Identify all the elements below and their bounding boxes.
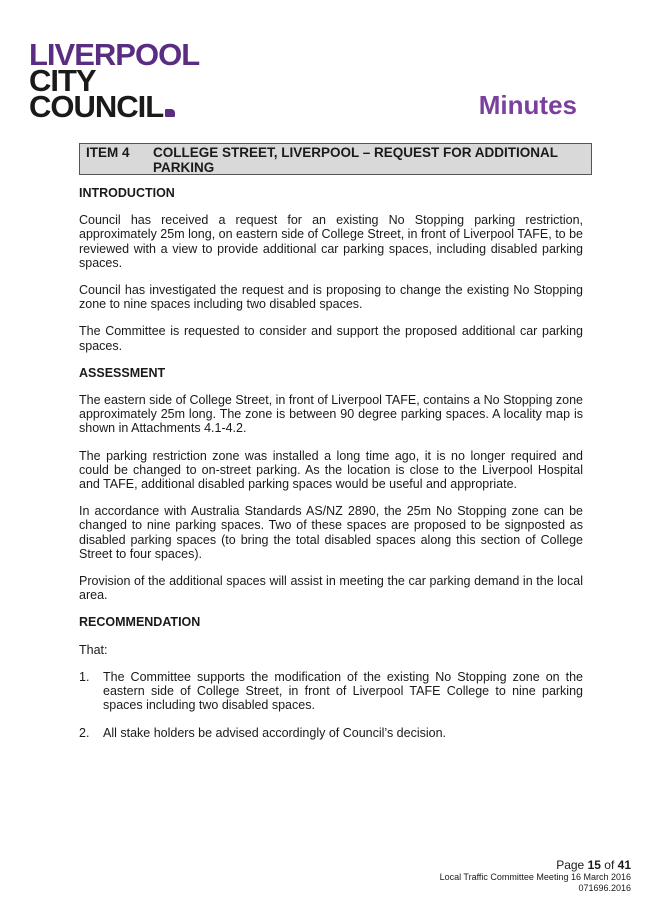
item-number: ITEM 4 <box>86 145 130 160</box>
assessment-paragraph-2: The parking restriction zone was installed a long time ago, it is no longer required and could be changed to on-street parking. As the location is close to the Liverpool Hospital and TAFE, additional disabled parking spaces would be useful and appropriate. <box>79 448 583 492</box>
page-number: 15 <box>587 858 601 872</box>
assessment-paragraph-3: In accordance with Australia Standards AS/NZ 2890, the 25m No Stopping zone can be changed to nine parking spaces. Two of these spaces are proposed to be signposted as disabled parking spaces (to bring the total disabled spaces along this section of College Street to four spaces). <box>79 504 583 561</box>
meeting-name: Local Traffic Committee Meeting 16 March 2016 <box>439 872 631 882</box>
of-word: of <box>604 858 615 872</box>
item-header-box <box>79 143 592 175</box>
logo-council-text: COUNCIL <box>29 89 164 124</box>
logo-line-city: CITY <box>29 63 96 98</box>
recommendation-that: That: <box>79 642 108 657</box>
logo-line-liverpool: LIVERPOOL <box>29 37 200 72</box>
list-item <box>79 670 583 713</box>
assessment-paragraph-4: Provision of the additional spaces will assist in meeting the car parking demand in the local area. <box>79 574 583 603</box>
recommendation-list <box>79 670 583 741</box>
list-item-number: 2. <box>79 726 90 741</box>
assessment-heading: ASSESSMENT <box>79 365 166 380</box>
intro-paragraph-1: Council has received a request for an existing No Stopping parking restriction, approximately 25m long, on eastern side of College Street, in front of Liverpool TAFE, to be reviewed with a view to provide additional car parking spaces, including disabled parking spaces. <box>79 213 583 270</box>
report-body <box>79 186 583 755</box>
page-total: 41 <box>617 858 631 872</box>
intro-paragraph-3: The Committee is requested to consider and support the proposed additional car parking spaces. <box>79 324 583 353</box>
logo-mark-icon <box>165 109 175 117</box>
council-logo <box>29 37 200 124</box>
list-item-text: All stake holders be advised accordingly of Council’s decision. <box>103 726 447 741</box>
document-reference: 071696.2016 <box>578 883 631 893</box>
intro-paragraph-2: Council has investigated the request and is proposing to change the existing No Stopping zone to nine spaces including two disabled spaces. <box>79 283 583 312</box>
list-item <box>79 726 583 740</box>
introduction-heading: INTRODUCTION <box>79 186 175 200</box>
logo-line-council <box>29 89 199 124</box>
list-item-text: The Committee supports the modification of the existing No Stopping zone on the eastern side of College Street, in front of Liverpool TAFE College to nine parking spaces including two disabled spaces. <box>103 669 583 713</box>
assessment-paragraph-1: The eastern side of College Street, in front of Liverpool TAFE, contains a No Stopping zone approximately 25m long. The zone is between 90 degree parking spaces. A locality map is shown in Attachments 4.1-4.2. <box>79 393 583 436</box>
document-type-title: Minutes <box>478 90 577 120</box>
page-footer <box>440 858 631 894</box>
page-indicator <box>440 858 631 872</box>
recommendation-heading: RECOMMENDATION <box>79 615 201 630</box>
item-title: COLLEGE STREET, LIVERPOOL – REQUEST FOR ADDITIONAL PARKING <box>153 145 558 175</box>
page-word: Page <box>556 858 585 872</box>
list-item-number: 1. <box>79 669 90 684</box>
